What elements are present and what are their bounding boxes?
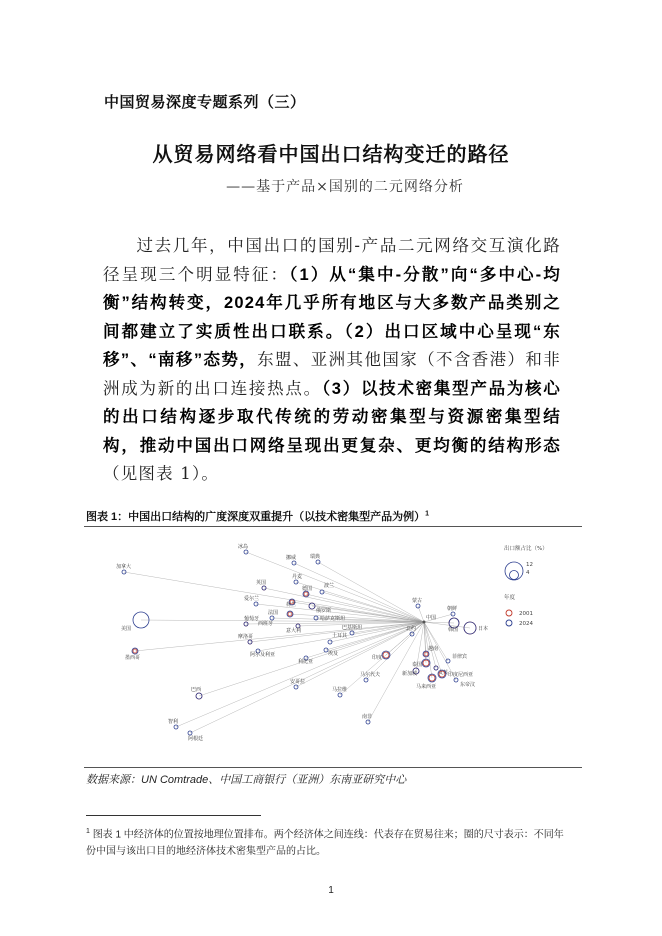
node-label: 丹麦 (292, 574, 303, 580)
node-label: 朝鲜 (447, 606, 458, 612)
page-number: 1 (328, 885, 334, 896)
node-label: 马来西亚 (416, 684, 437, 690)
network-edge (135, 622, 424, 651)
node-label: 东帝汶 (460, 682, 476, 688)
network-chart (86, 530, 582, 764)
body-seg-6: （见图表 1）。 (103, 464, 220, 483)
figure-source: 数据来源：UN Comtrade、中国工商银行（亚洲）东南亚研究中心 (86, 774, 407, 786)
node-label: 阿根廷 (188, 736, 204, 742)
network-edge (294, 563, 424, 622)
node-label: 哈萨克斯坦 (320, 616, 346, 622)
node-label: 新加坡 (402, 671, 418, 677)
node-label: 马拉维 (332, 687, 348, 693)
node-label: 菲律宾 (452, 654, 468, 660)
node-label: 美国 (121, 626, 132, 632)
legend-year-2024-label: 2024 (519, 621, 533, 627)
node-label: 蒙古 (412, 598, 423, 604)
legend-year-2001-label: 2001 (519, 611, 533, 617)
body-seg-2: （1）从“集中-分散”向“多中心-均衡”结构转变，2024年几乎所有地区与大多数产品类别之间都建立了实质性出口联系。 (103, 265, 561, 341)
node-label: 加拿大 (116, 564, 132, 570)
footnote-rule (86, 815, 261, 816)
node-label: 冰岛 (238, 544, 249, 550)
figure-caption-text: 图表 1：中国出口结构的广度深度双重提升（以技术密集型产品为例） (86, 511, 426, 523)
legend-size-circle-small (510, 571, 519, 580)
node-label: 爱尔兰 (244, 596, 260, 602)
body-seg-3: （2）出口区域中心呈现“东移”、“南移”态势， (103, 322, 561, 369)
node-label: 英国 (256, 580, 267, 586)
node-label: 巴基斯坦 (342, 625, 363, 631)
legend-year-2024-marker (506, 620, 512, 626)
footnote (86, 823, 566, 860)
node-label: 韩国 (448, 627, 459, 633)
network-edge (290, 614, 424, 622)
node-label: 荷兰 (286, 602, 297, 608)
network-edge (176, 622, 424, 727)
body-seg-5: （3）以技术密集型产品为核心的出口结构逐步取代传统的劳动密集型与资源密集型结构，推动中国出口网络呈现出更复杂、更均衡的结构形态 (103, 379, 561, 455)
node-label: 越南 (428, 646, 439, 652)
legend-size-value-small: 4 (526, 570, 530, 576)
node-label: 德国 (302, 586, 313, 592)
node-label: 葡萄牙 (244, 616, 260, 622)
figure-footnote-ref[interactable]: 1 (425, 510, 430, 518)
node-label: 波兰 (324, 583, 335, 589)
series-title: 中国贸易深度专题系列（三） (104, 94, 306, 111)
node-label: 墨西哥 (125, 655, 141, 661)
figure-top-rule (84, 526, 582, 527)
legend-size-value-large: 12 (526, 562, 533, 568)
network-nodes (116, 543, 488, 742)
node-label: 南非 (362, 714, 373, 720)
node-label: 摩洛哥 (238, 634, 254, 640)
node-label: 印度 (372, 655, 383, 661)
chart-legend (504, 544, 548, 627)
node-label: 安哥拉 (290, 679, 306, 685)
node-label: 印度尼西亚 (448, 672, 474, 678)
page-subtitle: ——基于产品×国别的二元网络分析 (226, 179, 464, 195)
node-label: 埃及 (328, 651, 339, 657)
network-edge (250, 622, 424, 642)
body-seg-4: 东盟、亚洲其他国家（不含香港）和非洲成为新的出口连接热点。 (103, 350, 562, 398)
node-label: 瑞典 (310, 554, 321, 560)
node-label: 俄罗斯 (316, 608, 332, 614)
body-paragraph (103, 232, 561, 489)
hub-label: 中国 (426, 615, 437, 621)
node-label: 利比亚 (298, 659, 314, 665)
node-label: 土耳其 (332, 633, 348, 639)
figure-bottom-rule (84, 767, 582, 768)
node-label: 法国 (268, 610, 279, 616)
body-seg-1: 过去几年，中国出口的国别-产品二元网络交互演化路径呈现三个明显特征： (103, 236, 561, 284)
node-label: 意大利 (286, 628, 302, 634)
node-label: 挪威 (286, 555, 297, 561)
footnote-text: 图表 1 中经济体的位置按地理位置排布。两个经济体之间连线：代表存在贸易往来；圈的尺寸表示：不同年份中国与该出口目的地经济体技术密集型产品的占比。 (86, 829, 564, 858)
legend-year-title: 年度 (504, 595, 516, 601)
node-label: 阿尔及利亚 (250, 652, 276, 658)
legend-year-2001-marker (506, 610, 512, 616)
legend-size-circle-large (505, 562, 523, 580)
node-label: 巴西 (191, 687, 202, 693)
node-label: 泰国 (412, 662, 423, 668)
node-label: 智利 (168, 719, 179, 725)
node-label: 日本 (478, 626, 489, 632)
network-edge (190, 622, 424, 733)
legend-size-title: 出口额占比（%） (504, 546, 548, 552)
figure-caption (86, 508, 429, 524)
node-label: 马尔代夫 (360, 672, 381, 678)
node-label: 北约 (406, 626, 417, 632)
page-title: 从贸易网络看中国出口结构变迁的路径 (152, 144, 510, 166)
node-label: 文莱 (438, 670, 449, 676)
footnote-mark: 1 (86, 828, 90, 835)
node-label: 西班牙 (258, 621, 274, 627)
